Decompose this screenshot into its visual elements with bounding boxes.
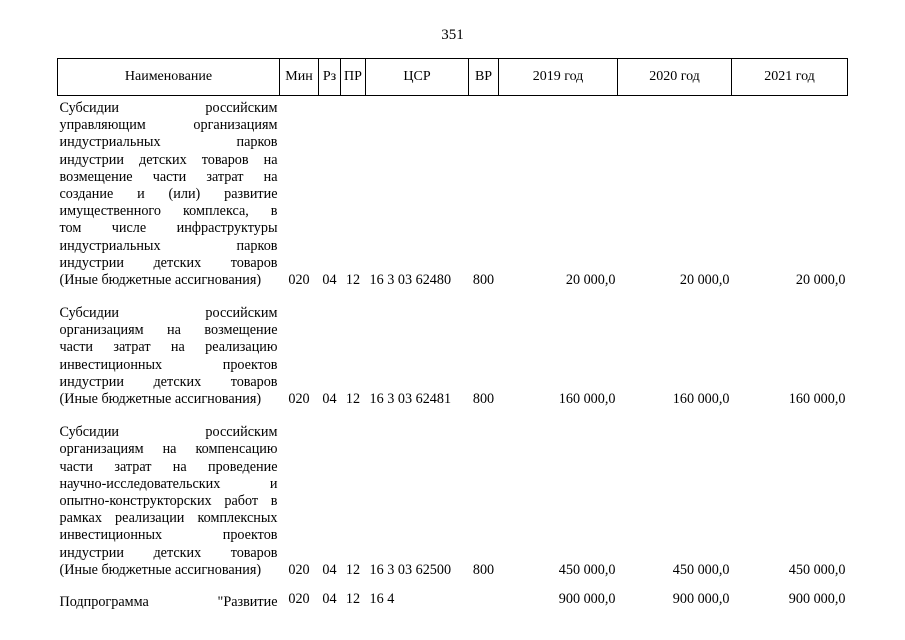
page-number: 351	[441, 27, 464, 43]
cell-vr: 800	[472, 271, 495, 288]
cell-vr: 800	[472, 561, 495, 578]
cell-min: 020	[288, 561, 310, 578]
name-line: имущественного комплекса, в	[59, 203, 278, 220]
cell-csr: 16 4	[369, 590, 395, 607]
cell-2020: 160 000,0	[672, 390, 730, 407]
cell-name	[58, 301, 280, 408]
table-row	[58, 591, 848, 611]
name-line: (Иные бюджетные ассигнования)	[59, 271, 262, 288]
table-row	[58, 301, 848, 408]
cell-2019: 20 000,0	[565, 271, 616, 288]
cell-csr: 16 3 03 62480	[369, 271, 452, 288]
name-line: Подпрограмма "Развитие	[59, 593, 278, 610]
cell-pr: 12	[345, 390, 361, 407]
name-line: индустриальных парков	[59, 237, 278, 254]
col-header-rz: Рз	[319, 59, 341, 96]
cell-rz: 04	[322, 390, 337, 407]
row-spacer	[58, 408, 848, 420]
cell-pr: 12	[345, 271, 361, 288]
table-row	[58, 420, 848, 579]
col-header-2019: 2019 год	[499, 59, 618, 96]
name-line: индустриальных парков	[59, 134, 278, 151]
name-line: рамках реализации комплексных	[59, 510, 278, 527]
cell-rz: 04	[322, 590, 337, 607]
name-line: (Иные бюджетные ассигнования)	[59, 561, 262, 578]
name-line: Субсидии российским	[59, 305, 278, 322]
cell-2020: 20 000,0	[679, 271, 730, 288]
name-line: инвестиционных проектов	[59, 527, 278, 544]
table-row	[58, 96, 848, 290]
name-line: части затрат на реализацию	[59, 339, 278, 356]
name-line: индустрии детских товаров	[59, 544, 278, 561]
cell-name	[58, 96, 280, 290]
col-header-min: Мин	[280, 59, 319, 96]
spacer-cell	[58, 289, 848, 301]
cell-vr: 800	[472, 390, 495, 407]
cell-2021: 160 000,0	[788, 390, 846, 407]
cell-2019: 900 000,0	[558, 590, 616, 607]
name-line: организациям на компенсацию	[59, 441, 278, 458]
header-row	[58, 59, 848, 96]
name-line: опытно-конструкторских работ в	[59, 492, 278, 509]
col-header-2021: 2021 год	[732, 59, 848, 96]
name-line: индустрии детских товаров	[59, 373, 278, 390]
name-line: Субсидии российским	[59, 424, 278, 441]
name-line: инвестиционных проектов	[59, 356, 278, 373]
name-line: создание и (или) развитие	[59, 185, 278, 202]
col-header-name: Наименование	[58, 59, 280, 96]
cell-csr: 16 3 03 62481	[369, 390, 452, 407]
cell-min: 020	[288, 271, 310, 288]
cell-pr: 12	[345, 590, 361, 607]
cell-vr	[469, 591, 499, 611]
row-spacer	[58, 289, 848, 301]
name-line: организациям на возмещение	[59, 322, 278, 339]
budget-table	[57, 58, 848, 611]
cell-2020: 900 000,0	[672, 590, 730, 607]
name-line: части затрат на проведение	[59, 458, 278, 475]
name-line: возмещение части затрат на	[59, 168, 278, 185]
cell-min: 020	[288, 390, 310, 407]
name-line: (Иные бюджетные ассигнования)	[59, 391, 262, 407]
name-line: индустрии детских товаров	[59, 254, 278, 271]
cell-2020: 450 000,0	[672, 561, 730, 578]
col-header-pr: ПР	[341, 59, 366, 96]
name-line: научно-исследовательских и	[59, 475, 278, 492]
cell-min: 020	[288, 590, 310, 607]
cell-csr: 16 3 03 62500	[369, 561, 452, 578]
cell-pr: 12	[345, 561, 361, 578]
row-spacer	[58, 579, 848, 591]
col-header-csr: ЦСР	[366, 59, 469, 96]
cell-rz: 04	[322, 271, 337, 288]
cell-name	[58, 591, 280, 611]
cell-rz: 04	[322, 561, 337, 578]
spacer-cell	[58, 408, 848, 420]
col-header-vr: ВР	[469, 59, 499, 96]
name-line: Субсидии российским	[59, 100, 278, 116]
name-line: управляющим организациям	[59, 117, 278, 134]
name-line: том числе инфраструктуры	[59, 220, 278, 237]
cell-2019: 160 000,0	[558, 390, 616, 407]
spacer-cell	[58, 579, 848, 591]
cell-2021: 450 000,0	[788, 561, 846, 578]
cell-2019: 450 000,0	[558, 561, 616, 578]
cell-2021: 20 000,0	[795, 271, 846, 288]
col-header-2020: 2020 год	[618, 59, 732, 96]
name-line: индустрии детских товаров на	[59, 151, 278, 168]
cell-2021: 900 000,0	[788, 590, 846, 607]
cell-name	[58, 420, 280, 579]
